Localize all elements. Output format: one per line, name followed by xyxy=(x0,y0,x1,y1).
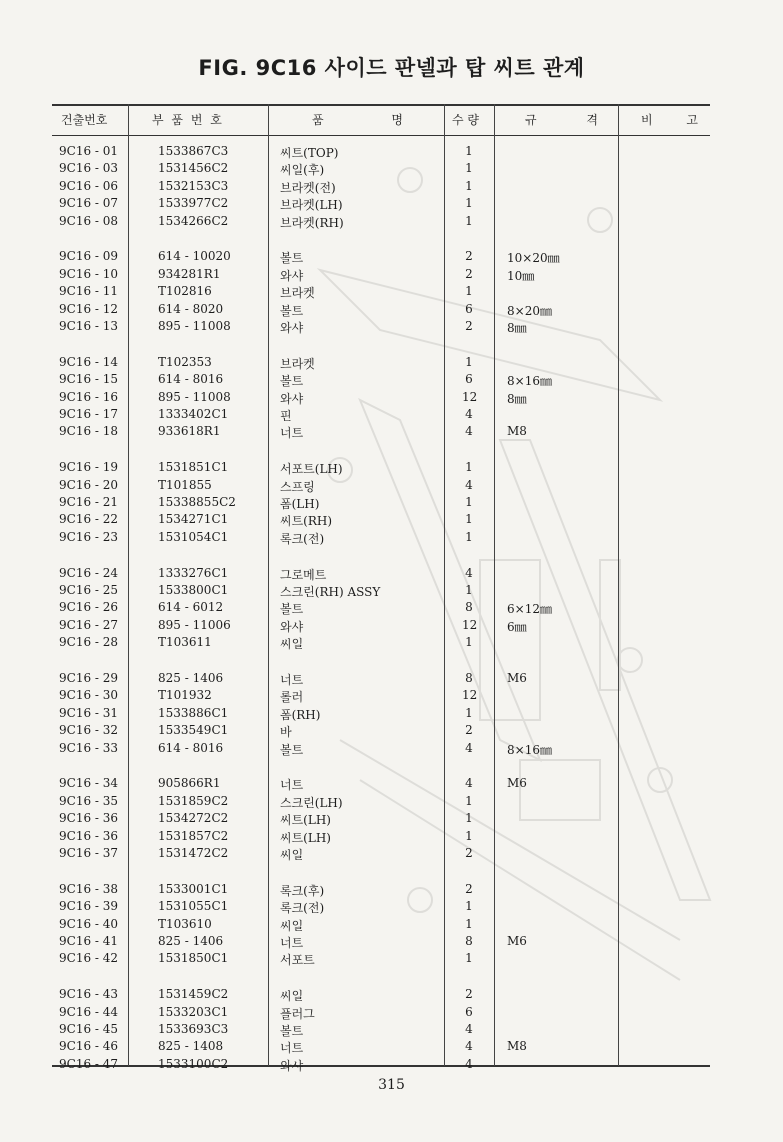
row-part-number: T102353 xyxy=(158,354,212,369)
row-quantity: 4 xyxy=(465,424,473,439)
row-quantity: 1 xyxy=(465,178,473,193)
row-item-number: 9C16 - 15 xyxy=(59,372,119,387)
row-part-number: 1531472C2 xyxy=(158,846,229,860)
row-quantity: 1 xyxy=(465,144,473,158)
row-part-name: 그로메트 xyxy=(280,567,327,582)
row-part-number: 1533203C1 xyxy=(158,1004,229,1019)
row-quantity: 4 xyxy=(465,1022,473,1036)
row-part-number: 1533001C1 xyxy=(158,881,229,896)
row-item-number: 9C16 - 29 xyxy=(59,671,119,685)
row-part-number: 1534272C2 xyxy=(158,811,229,826)
row-quantity: 1 xyxy=(465,811,473,826)
row-item-number: 9C16 - 31 xyxy=(59,705,119,720)
row-specification: 6㎜ xyxy=(507,619,527,634)
row-part-name: 와샤 xyxy=(280,619,304,634)
row-quantity: 1 xyxy=(465,583,473,597)
header-qty: 수 량 xyxy=(452,113,479,127)
row-item-number: 9C16 - 36 xyxy=(59,811,119,826)
page-number: 315 xyxy=(378,1077,405,1093)
row-item-number: 9C16 - 47 xyxy=(59,1056,119,1071)
row-part-name: 스크린(LH) xyxy=(280,795,343,810)
row-part-name: 브라켓 xyxy=(280,286,315,301)
row-part-name: 스프링 xyxy=(280,479,315,494)
row-part-number: 1533886C1 xyxy=(158,705,229,720)
row-quantity: 4 xyxy=(465,1039,473,1054)
row-part-name: 서포트(LH) xyxy=(280,462,343,477)
row-quantity: 2 xyxy=(465,723,473,738)
header-part-no: 부 품 번 호 xyxy=(152,113,224,127)
row-part-name: 폼(RH) xyxy=(280,707,321,722)
row-specification: M6 xyxy=(507,934,527,948)
row-item-number: 9C16 - 13 xyxy=(59,319,119,333)
row-item-number: 9C16 - 45 xyxy=(59,1022,119,1036)
row-specification: 8×20㎜ xyxy=(507,303,552,318)
row-part-number: 1531850C1 xyxy=(158,951,229,966)
row-part-name: 볼트 xyxy=(280,251,304,266)
row-item-number: 9C16 - 09 xyxy=(59,249,119,264)
row-specification: M6 xyxy=(507,776,527,791)
row-item-number: 9C16 - 42 xyxy=(59,951,119,966)
header-group-no: 건출번호 xyxy=(61,113,108,127)
row-item-number: 9C16 - 33 xyxy=(59,740,119,755)
row-part-name: 볼트 xyxy=(280,303,304,318)
row-quantity: 2 xyxy=(465,881,473,896)
row-quantity: 1 xyxy=(465,460,473,475)
row-quantity: 4 xyxy=(465,477,473,492)
row-quantity: 4 xyxy=(465,407,473,421)
row-part-name: 씨일 xyxy=(280,989,304,1004)
row-part-name: 씨트(RH) xyxy=(280,514,333,529)
row-part-number: 614 - 8016 xyxy=(158,740,224,755)
row-item-number: 9C16 - 07 xyxy=(59,196,119,211)
row-part-number: 614 - 6012 xyxy=(158,600,224,615)
row-part-name: 씨트(LH) xyxy=(280,813,331,828)
row-part-number: 895 - 11008 xyxy=(158,319,231,333)
row-part-name: 너트 xyxy=(280,426,304,441)
row-quantity: 1 xyxy=(465,899,473,914)
row-item-number: 9C16 - 37 xyxy=(59,846,119,860)
column-divider xyxy=(268,104,269,1066)
row-item-number: 9C16 - 36 xyxy=(59,828,119,843)
row-part-number: 15338855C2 xyxy=(158,495,236,509)
row-part-number: 1533100C2 xyxy=(158,1056,229,1071)
row-part-name: 와샤 xyxy=(280,391,304,406)
row-part-number: 825 - 1408 xyxy=(158,1039,224,1054)
row-specification: M8 xyxy=(507,424,527,439)
row-part-name: 브라켓(LH) xyxy=(280,198,343,213)
row-part-name: 바 xyxy=(280,725,292,740)
row-part-name: 너트 xyxy=(280,1041,304,1056)
row-part-name: 볼트 xyxy=(280,374,304,389)
row-item-number: 9C16 - 44 xyxy=(59,1004,119,1019)
figure-title: FIG. 9C16 사이드 판넬과 탑 씨트 관계 xyxy=(198,56,585,80)
row-part-number: T101855 xyxy=(158,477,212,492)
row-part-number: 1534271C1 xyxy=(158,512,229,527)
row-quantity: 12 xyxy=(462,688,478,703)
row-quantity: 12 xyxy=(462,389,478,404)
header-bottom-rule xyxy=(52,135,710,136)
row-item-number: 9C16 - 34 xyxy=(59,776,119,791)
row-quantity: 2 xyxy=(465,987,473,1002)
row-part-number: 933618R1 xyxy=(158,424,221,439)
row-quantity: 1 xyxy=(465,705,473,720)
row-item-number: 9C16 - 32 xyxy=(59,723,119,738)
row-quantity: 1 xyxy=(465,512,473,527)
row-quantity: 1 xyxy=(465,213,473,228)
row-specification: 8×16㎜ xyxy=(507,742,552,757)
row-item-number: 9C16 - 12 xyxy=(59,301,119,316)
row-part-number: T101932 xyxy=(158,688,212,703)
row-part-number: 825 - 1406 xyxy=(158,671,224,685)
row-item-number: 9C16 - 20 xyxy=(59,477,119,492)
row-part-number: T102816 xyxy=(158,284,212,299)
row-quantity: 2 xyxy=(465,249,473,264)
row-item-number: 9C16 - 03 xyxy=(59,161,119,176)
row-part-name: 록크(후) xyxy=(280,883,325,898)
column-divider xyxy=(494,104,495,1066)
row-part-name: 와샤 xyxy=(280,268,304,283)
row-part-number: 1531055C1 xyxy=(158,899,229,914)
row-specification: 6×12㎜ xyxy=(507,602,552,617)
row-quantity: 4 xyxy=(465,1056,473,1071)
table-bottom-rule xyxy=(52,1065,710,1067)
row-part-number: T103610 xyxy=(158,916,212,931)
row-part-name: 핀 xyxy=(280,409,292,423)
row-item-number: 9C16 - 21 xyxy=(59,495,119,509)
row-part-number: 1531459C2 xyxy=(158,987,229,1002)
row-item-number: 9C16 - 23 xyxy=(59,529,119,544)
row-part-name: 볼트 xyxy=(280,742,304,757)
row-item-number: 9C16 - 28 xyxy=(59,635,119,650)
row-item-number: 9C16 - 43 xyxy=(59,987,119,1002)
row-quantity: 8 xyxy=(465,934,473,948)
row-item-number: 9C16 - 25 xyxy=(59,583,119,597)
row-quantity: 1 xyxy=(465,161,473,176)
row-item-number: 9C16 - 08 xyxy=(59,213,119,228)
row-part-name: 브라켓(전) xyxy=(280,180,336,195)
row-item-number: 9C16 - 39 xyxy=(59,899,119,914)
row-quantity: 12 xyxy=(462,617,478,632)
row-quantity: 4 xyxy=(465,740,473,755)
row-quantity: 8 xyxy=(465,671,473,685)
row-quantity: 8 xyxy=(465,600,473,615)
row-part-name: 볼트 xyxy=(280,602,304,617)
row-item-number: 9C16 - 10 xyxy=(59,266,119,281)
row-item-number: 9C16 - 11 xyxy=(59,284,119,299)
row-part-number: 895 - 11006 xyxy=(158,617,231,632)
row-specification: M6 xyxy=(507,671,527,685)
row-part-number: 614 - 8016 xyxy=(158,372,224,387)
row-part-number: 1533800C1 xyxy=(158,583,229,597)
column-divider xyxy=(444,104,445,1066)
row-quantity: 1 xyxy=(465,284,473,299)
row-quantity: 1 xyxy=(465,793,473,808)
header-top-rule xyxy=(52,104,710,106)
row-part-name: 너트 xyxy=(280,778,304,793)
row-part-name: 록크(전) xyxy=(280,901,325,916)
row-item-number: 9C16 - 14 xyxy=(59,354,119,369)
row-quantity: 2 xyxy=(465,319,473,333)
row-specification: 8×16㎜ xyxy=(507,374,552,389)
row-part-number: 934281R1 xyxy=(158,266,221,281)
row-specification: 10×20㎜ xyxy=(507,251,560,266)
row-part-name: 브라켓 xyxy=(280,356,315,371)
row-part-name: 스크린(RH) ASSY xyxy=(280,585,381,599)
row-quantity: 1 xyxy=(465,529,473,544)
row-quantity: 1 xyxy=(465,635,473,650)
row-part-number: 1533867C3 xyxy=(158,144,229,158)
row-part-number: 1531456C2 xyxy=(158,161,229,176)
row-part-name: 씨일 xyxy=(280,848,304,862)
row-part-name: 너트 xyxy=(280,936,304,950)
row-quantity: 6 xyxy=(465,301,473,316)
row-item-number: 9C16 - 17 xyxy=(59,407,119,421)
row-part-name: 와샤 xyxy=(280,321,304,335)
row-part-name: 씨일 xyxy=(280,637,304,652)
row-quantity: 4 xyxy=(465,776,473,791)
row-quantity: 6 xyxy=(465,1004,473,1019)
row-quantity: 4 xyxy=(465,565,473,580)
row-quantity: 1 xyxy=(465,916,473,931)
row-part-name: 록크(전) xyxy=(280,531,325,546)
row-quantity: 6 xyxy=(465,372,473,387)
row-specification: 8㎜ xyxy=(507,321,527,335)
row-item-number: 9C16 - 01 xyxy=(59,144,119,158)
row-part-number: 1533693C3 xyxy=(158,1022,229,1036)
header-remark: 비 고 xyxy=(641,113,698,127)
row-item-number: 9C16 - 18 xyxy=(59,424,119,439)
row-part-number: 905866R1 xyxy=(158,776,221,791)
row-item-number: 9C16 - 46 xyxy=(59,1039,119,1054)
row-part-number: 614 - 8020 xyxy=(158,301,224,316)
column-divider xyxy=(618,104,619,1066)
row-part-name: 브라켓(RH) xyxy=(280,215,344,230)
row-part-number: 1533549C1 xyxy=(158,723,229,738)
row-item-number: 9C16 - 19 xyxy=(59,460,119,475)
row-quantity: 1 xyxy=(465,354,473,369)
row-part-number: 1531851C1 xyxy=(158,460,229,475)
row-item-number: 9C16 - 35 xyxy=(59,793,119,808)
row-part-name: 씨트(LH) xyxy=(280,830,331,845)
row-part-number: 1531859C2 xyxy=(158,793,229,808)
row-quantity: 1 xyxy=(465,495,473,509)
row-quantity: 1 xyxy=(465,828,473,843)
row-part-name: 씨일(후) xyxy=(280,163,325,178)
row-part-name: 와샤 xyxy=(280,1058,304,1073)
row-part-number: 1532153C3 xyxy=(158,178,229,193)
row-part-number: T103611 xyxy=(158,635,212,650)
row-quantity: 1 xyxy=(465,951,473,966)
header-name: 품 명 xyxy=(312,113,403,127)
row-part-number: 1333276C1 xyxy=(158,565,229,580)
row-specification: 8㎜ xyxy=(507,391,527,406)
row-item-number: 9C16 - 06 xyxy=(59,178,119,193)
column-divider xyxy=(128,104,129,1066)
row-part-name: 씨일 xyxy=(280,918,304,933)
row-part-name: 볼트 xyxy=(280,1024,304,1038)
row-item-number: 9C16 - 26 xyxy=(59,600,119,615)
row-part-name: 롤러 xyxy=(280,690,304,705)
row-item-number: 9C16 - 24 xyxy=(59,565,119,580)
row-item-number: 9C16 - 22 xyxy=(59,512,119,527)
row-part-number: 614 - 10020 xyxy=(158,249,231,264)
row-part-number: 1534266C2 xyxy=(158,213,229,228)
row-item-number: 9C16 - 30 xyxy=(59,688,119,703)
row-part-name: 폼(LH) xyxy=(280,497,320,511)
row-specification: 10㎜ xyxy=(507,268,535,283)
row-part-number: 1533977C2 xyxy=(158,196,229,211)
row-item-number: 9C16 - 40 xyxy=(59,916,119,931)
row-item-number: 9C16 - 41 xyxy=(59,934,119,948)
row-part-name: 서포트 xyxy=(280,953,315,968)
row-part-number: 1333402C1 xyxy=(158,407,229,421)
row-part-number: 895 - 11008 xyxy=(158,389,231,404)
row-part-name: 너트 xyxy=(280,673,304,687)
row-part-name: 씨트(TOP) xyxy=(280,146,339,160)
row-part-number: 1531054C1 xyxy=(158,529,229,544)
row-part-name: 플러그 xyxy=(280,1006,315,1021)
row-specification: M8 xyxy=(507,1039,527,1054)
row-quantity: 1 xyxy=(465,196,473,211)
row-quantity: 2 xyxy=(465,846,473,860)
row-quantity: 2 xyxy=(465,266,473,281)
row-item-number: 9C16 - 16 xyxy=(59,389,119,404)
row-part-number: 825 - 1406 xyxy=(158,934,224,948)
row-item-number: 9C16 - 38 xyxy=(59,881,119,896)
header-spec: 규 격 xyxy=(525,113,598,127)
row-item-number: 9C16 - 27 xyxy=(59,617,119,632)
row-part-number: 1531857C2 xyxy=(158,828,229,843)
